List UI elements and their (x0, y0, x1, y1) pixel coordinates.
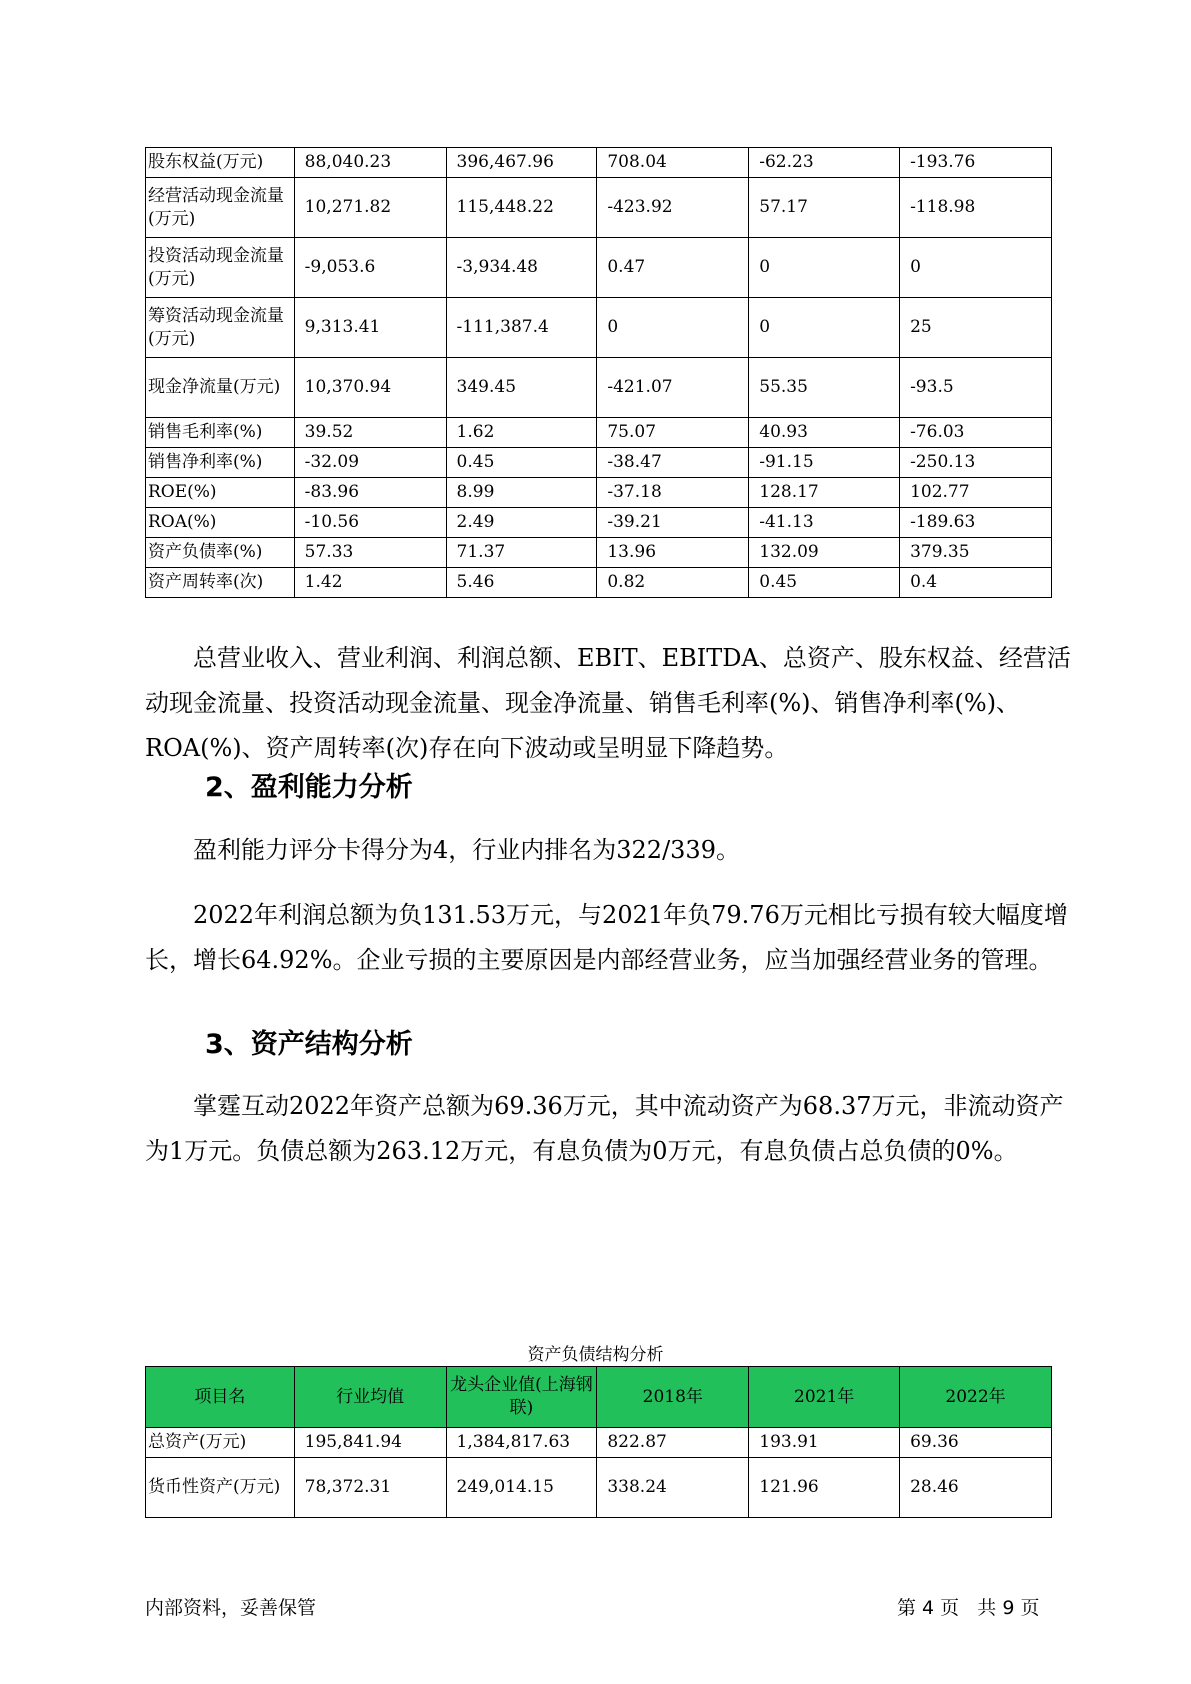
table-cell: -10.56 (294, 508, 446, 538)
row-label: 投资活动现金流量(万元) (146, 238, 295, 298)
table-cell: 0.47 (597, 238, 749, 298)
profit-analysis-paragraph: 2022年利润总额为负131.53万元，与2021年负79.76万元相比亏损有较大幅度增长，增长64.92%。企业亏损的主要原因是内部经营业务，应当加强经营业务的管理。 (145, 901, 1068, 974)
table-cell: 0.4 (900, 568, 1052, 598)
footer-confidential-note: 内部资料，妥善保管 (145, 1597, 317, 1619)
table-cell: -32.09 (294, 448, 446, 478)
table-cell: -91.15 (749, 448, 900, 478)
table-cell: 1.42 (294, 568, 446, 598)
table-cell: 193.91 (749, 1428, 900, 1458)
asset-structure-paragraph: 掌霆互动2022年资产总额为69.36万元，其中流动资产为68.37万元，非流动资产为1万元。负债总额为263.12万元，有息负债为0万元，有息负债占总负债的0%。 (145, 1092, 1064, 1165)
table-cell: 57.33 (294, 538, 446, 568)
table-row (146, 448, 1052, 478)
table-cell: 379.35 (900, 538, 1052, 568)
table-cell: 338.24 (597, 1458, 749, 1518)
table-cell: -9,053.6 (294, 238, 446, 298)
row-label: ROE(%) (146, 478, 295, 508)
table-row (146, 568, 1052, 598)
table-cell: 0.45 (446, 448, 597, 478)
table-cell: 0 (749, 238, 900, 298)
table-cell: 39.52 (294, 418, 446, 448)
row-label: 货币性资产(万元) (146, 1458, 295, 1518)
table-cell: 75.07 (597, 418, 749, 448)
table-cell: 128.17 (749, 478, 900, 508)
asset-liability-structure-table (145, 1366, 1052, 1518)
table-cell: 121.96 (749, 1458, 900, 1518)
table-cell: 10,370.94 (294, 358, 446, 418)
table-caption: 资产负债结构分析 (527, 1345, 664, 1365)
table-cell: 40.93 (749, 418, 900, 448)
table-row (146, 1458, 1052, 1518)
table-cell: 249,014.15 (446, 1458, 597, 1518)
table-cell: 708.04 (597, 148, 749, 178)
table-row (146, 358, 1052, 418)
table-cell: 349.45 (446, 358, 597, 418)
profitability-score-paragraph: 盈利能力评分卡得分为4，行业内排名为322/339。 (193, 836, 740, 864)
table-cell: 0 (900, 238, 1052, 298)
row-label: 经营活动现金流量(万元) (146, 178, 295, 238)
table-cell: -421.07 (597, 358, 749, 418)
table-cell: 57.17 (749, 178, 900, 238)
table-cell: 88,040.23 (294, 148, 446, 178)
table-cell: -250.13 (900, 448, 1052, 478)
table-cell: 69.36 (900, 1428, 1052, 1458)
table-row (146, 538, 1052, 568)
table-cell: -189.63 (900, 508, 1052, 538)
table-row (146, 148, 1052, 178)
table-cell: 396,467.96 (446, 148, 597, 178)
table-cell: 1.62 (446, 418, 597, 448)
table-cell: -111,387.4 (446, 298, 597, 358)
table-cell: -3,934.48 (446, 238, 597, 298)
footer-page-number: 第 4 页 共 9 页 (897, 1597, 1040, 1619)
table-cell: -38.47 (597, 448, 749, 478)
table-cell: 9,313.41 (294, 298, 446, 358)
table-row (146, 178, 1052, 238)
table-cell: 0.45 (749, 568, 900, 598)
table-row (146, 298, 1052, 358)
row-label: 筹资活动现金流量(万元) (146, 298, 295, 358)
table-cell: 0.82 (597, 568, 749, 598)
table-cell: -41.13 (749, 508, 900, 538)
table-header-row (146, 1367, 1052, 1428)
table-row (146, 1428, 1052, 1458)
row-label: 股东权益(万元) (146, 148, 295, 178)
table-cell: -193.76 (900, 148, 1052, 178)
table-cell: 55.35 (749, 358, 900, 418)
row-label: ROA(%) (146, 508, 295, 538)
table-cell: 195,841.94 (294, 1428, 446, 1458)
row-label: 总资产(万元) (146, 1428, 295, 1458)
table-cell: 28.46 (900, 1458, 1052, 1518)
table-row (146, 418, 1052, 448)
table-cell: 25 (900, 298, 1052, 358)
table-cell: 0 (597, 298, 749, 358)
column-header: 2018年 (597, 1367, 749, 1428)
table-cell: 8.99 (446, 478, 597, 508)
trend-summary-paragraph: 总营业收入、营业利润、利润总额、EBIT、EBITDA、总资产、股东权益、经营活动现金流量、投资活动现金流量、现金净流量、销售毛利率(%)、销售净利率(%)、ROA(%)、资产周转率(次)存在向下波动或呈明显下降趋势。 (145, 644, 1071, 762)
row-label: 资产负债率(%) (146, 538, 295, 568)
table-row (146, 478, 1052, 508)
section-heading-asset-structure: 3、资产结构分析 (205, 1029, 413, 1060)
row-label: 销售净利率(%) (146, 448, 295, 478)
table-cell: -37.18 (597, 478, 749, 508)
table-cell: 115,448.22 (446, 178, 597, 238)
column-header: 项目名 (146, 1367, 295, 1428)
table-cell: -83.96 (294, 478, 446, 508)
table-cell: -118.98 (900, 178, 1052, 238)
table-cell: -76.03 (900, 418, 1052, 448)
table-cell: -62.23 (749, 148, 900, 178)
table-cell: -39.21 (597, 508, 749, 538)
column-header: 2021年 (749, 1367, 900, 1428)
table-row (146, 508, 1052, 538)
table-cell: 1,384,817.63 (446, 1428, 597, 1458)
row-label: 资产周转率(次) (146, 568, 295, 598)
column-header: 2022年 (900, 1367, 1052, 1428)
table-cell: 13.96 (597, 538, 749, 568)
financial-indicators-table (145, 147, 1052, 598)
column-header: 行业均值 (294, 1367, 446, 1428)
table-cell: 78,372.31 (294, 1458, 446, 1518)
column-header: 龙头企业值(上海钢联) (446, 1367, 597, 1428)
table-row (146, 238, 1052, 298)
row-label: 销售毛利率(%) (146, 418, 295, 448)
table-cell: 2.49 (446, 508, 597, 538)
table-cell: -93.5 (900, 358, 1052, 418)
table-cell: 71.37 (446, 538, 597, 568)
table-cell: 5.46 (446, 568, 597, 598)
table-cell: 822.87 (597, 1428, 749, 1458)
row-label: 现金净流量(万元) (146, 358, 295, 418)
table-cell: 132.09 (749, 538, 900, 568)
section-heading-profitability: 2、盈利能力分析 (205, 772, 413, 803)
table-cell: 102.77 (900, 478, 1052, 508)
table-cell: 0 (749, 298, 900, 358)
table-cell: -423.92 (597, 178, 749, 238)
table-cell: 10,271.82 (294, 178, 446, 238)
